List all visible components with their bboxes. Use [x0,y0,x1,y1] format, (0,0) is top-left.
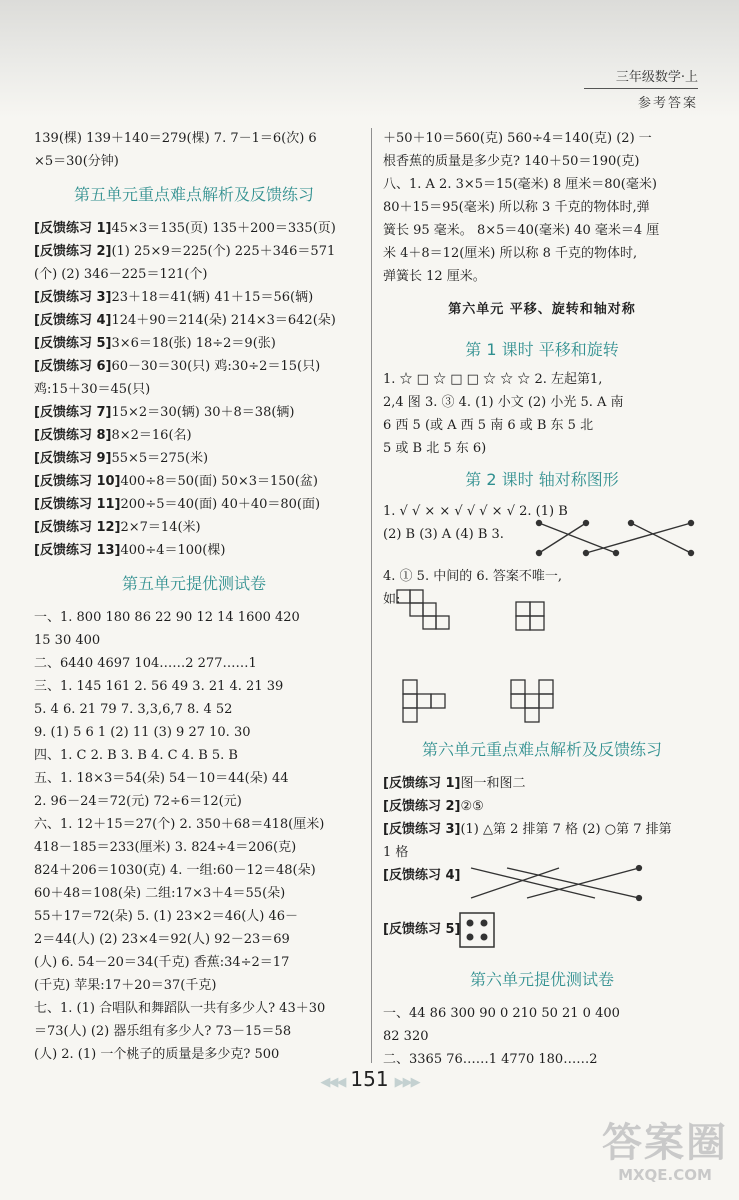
feedback-line [34,516,354,539]
page-number [0,1067,739,1091]
feedback-text: 23＋18＝41(辆) 41＋15＝56(辆) [111,290,314,305]
text-line: ＋50＋10＝560(克) 560÷4＝140(克) (2) 一 [383,131,652,146]
feedback-text: 124＋90＝214(朵) 214×3＝642(朵) [111,313,336,328]
feedback-tag: [反馈练习 3] [383,822,461,837]
answer-line: 五、1. 18×3＝54(朵) 54－10＝44(朵) 44 [34,771,289,786]
answer-line: (人) 2. (1) 一个桃子的质量是多少克? 500 [34,1047,280,1062]
feedback-line [34,355,354,378]
feedback-text: (个) (2) 346－225＝121(个) [34,267,208,282]
answer-line: 2. 96－24＝72(元) 72÷6＝12(元) [34,794,242,809]
feedback-text: 鸡:15＋30＝45(只) [34,382,151,397]
feedback-tag: [反馈练习 7] [34,405,112,420]
feedback-line [34,424,354,447]
feedback-tag: [反馈练习 4] [34,313,112,328]
page-number-text: 151 [350,1067,389,1091]
answer-line: 1. ☆ □ ☆ □ □ ☆ ☆ ☆ 2. 左起第1, [383,372,603,387]
dice-four-diagram [459,912,499,952]
feedback-tag: [反馈练习 11] [34,497,121,512]
text-line: 根香蕉的质量是多少克? 140＋50＝190(克) [383,154,640,169]
prev-arrow-icon: ◀◀◀ [320,1075,345,1090]
text-line: 139(棵) 139＋140＝279(棵) 7. 7－1＝6(次) 6 [34,131,317,146]
answer-line: 一、1. 800 180 86 22 90 12 14 1600 420 [34,610,300,625]
feedback-tag: [反馈练习 3] [34,290,112,305]
grid-figures [383,588,683,728]
text-line: ×5＝30(分钟) [34,154,119,169]
answer-line: 4. ① 5. 中间的 6. 答案不唯一, [383,569,563,584]
answer-line: 七、1. (1) 合唱队和舞蹈队一共有多少人? 43＋30 [34,1001,326,1016]
feedback-tag: [反馈练习 8] [34,428,112,443]
feedback-line [34,263,354,286]
watermark-url: MXQE.COM [618,1166,712,1184]
text-line: 八、1. A 2. 3×5＝15(毫米) 8 厘米＝80(毫米) [383,177,657,192]
grade-label: 三年级数学·上 [584,66,698,89]
answer-line: (2) B (3) A (4) B 3. [383,527,504,542]
answer-line: 15 30 400 [34,633,101,648]
answer-line: 824＋206＝1030(克) 4. 一组:60－12＝48(朵) [34,863,316,878]
feedback-text: 55×5＝275(米) [111,451,209,466]
feedback-tag: [反馈练习 1] [34,221,112,236]
feedback-line [34,240,354,263]
feedback-text: 2×7＝14(米) [120,520,201,535]
feedback-tag: [反馈练习 13] [34,543,121,558]
feedback-line [383,864,701,908]
feedback-line [34,493,354,516]
right-column [383,127,701,1071]
text-line: 簧长 95 毫米。 8×5＝40(毫米) 40 毫米＝4 厘 [383,223,660,238]
answer-line: (人) 6. 54－20＝34(千克) 香蕉:34÷2＝17 [34,955,290,970]
feedback-text: 200÷5＝40(面) 40＋40＝80(面) [120,497,321,512]
column-divider [371,128,372,1063]
feedback-line [383,795,701,818]
feedback-text: (1) △第 2 排第 7 格 (2) ○第 7 排第 [460,822,672,837]
page-header [584,66,698,111]
feedback-tag: [反馈练习 4] [383,868,461,883]
feedback-tag: [反馈练习 12] [34,520,121,535]
answer-line: 1. √ √ × × √ √ √ × √ 2. (1) B [383,504,568,519]
answer-line: 二、6440 4697 104……2 277……1 [34,656,257,671]
text-line: 弹簧长 12 厘米。 [383,269,486,284]
answer-line: 2＝44(人) (2) 23×4＝92(人) 92－23＝69 [34,932,290,947]
feedback-line [383,772,701,795]
answer-line: (千克) 苹果:17＋20＝37(千克) [34,978,217,993]
feedback-line [383,908,701,958]
answer-line: 82 320 [383,1029,429,1044]
left-column [34,127,354,1066]
feedback-text: 60－30＝30(只) 鸡:30÷2＝15(只) [111,359,321,374]
feedback-line [34,309,354,332]
feedback-line [383,818,701,841]
answer-line: 5. 4 6. 21 79 7. 3,3,6,7 8. 4 52 [34,702,233,717]
section-title: 第六单元重点难点解析及反馈练习 [421,740,662,759]
feedback-tag: [反馈练习 2] [34,244,112,259]
lesson-title: 第 1 课时 平移和旋转 [465,340,619,359]
feedback-text: (1) 25×9＝225(个) 225＋346＝571 [111,244,336,259]
feedback-text: ②⑤ [460,799,484,814]
feedback-text: 3×6＝18(张) 18÷2＝9(张) [111,336,276,351]
feedback-tag: [反馈练习 9] [34,451,112,466]
feedback-text: 400÷4＝100(棵) [120,543,226,558]
feedback-tag: [反馈练习 10] [34,474,121,489]
text-line: 80＋15＝95(毫米) 所以称 3 千克的物体时,弹 [383,200,650,215]
answer-line: 9. (1) 5 6 1 (2) 11 (3) 9 27 10. 30 [34,725,251,740]
feedback-line [34,286,354,309]
watermark [600,1120,730,1184]
watermark-logo: 答案圈 [602,1120,728,1166]
crossing-lines-diagram [467,864,647,908]
feedback-text: 图一和图二 [460,776,526,791]
feedback-line [34,378,354,401]
feedback-tag: [反馈练习 5] [383,922,461,937]
section-title: 第六单元提优测试卷 [469,970,614,989]
feedback-line [34,539,354,562]
unit-title: 第六单元 平移、旋转和轴对称 [448,302,636,317]
section-title: 第五单元提优测试卷 [121,574,266,593]
section-title: 第五单元重点难点解析及反馈练习 [73,185,314,204]
next-arrow-icon: ▶▶▶ [394,1075,419,1090]
feedback-tag: [反馈练习 6] [34,359,112,374]
feedback-line [34,401,354,424]
answer-line: 55＋17＝72(朵) 5. (1) 23×2＝46(人) 46－ [34,909,299,924]
feedback-tag: [反馈练习 2] [383,799,461,814]
feedback-tag: [反馈练习 1] [383,776,461,791]
answer-line: 六、1. 12＋15＝27(个) 2. 350＋68＝418(厘米) [34,817,325,832]
feedback-line [383,841,701,864]
answer-line: 6 西 5 (或 A 西 5 南 6 或 B 东 5 北 [383,418,594,433]
feedback-text: 45×3＝135(页) 135＋200＝335(页) [111,221,336,236]
answer-line: ＝73(人) (2) 器乐组有多少人? 73－15＝58 [34,1024,292,1039]
answer-line: 2,4 图 3. ③ 4. (1) 小文 (2) 小光 5. A 南 [383,395,624,410]
symmetry-figures [383,588,701,728]
answer-line: 418－185＝233(厘米) 3. 824÷4＝206(克) [34,840,297,855]
answer-line: 一、44 86 300 90 0 210 50 21 0 400 [383,1006,620,1021]
answer-line: 四、1. C 2. B 3. B 4. C 4. B 5. B [34,748,238,763]
answer-line: 60＋48＝108(朵) 二组:17×3＋4＝55(朵) [34,886,286,901]
answer-line: 如: [383,592,401,607]
feedback-text: 1 格 [383,845,409,860]
feedback-line [34,332,354,355]
feedback-line [34,447,354,470]
feedback-text: 15×2＝30(辆) 30＋8＝38(辆) [111,405,295,420]
feedback-tag: [反馈练习 5] [34,336,112,351]
answer-line: 三、1. 145 161 2. 56 49 3. 21 4. 21 39 [34,679,284,694]
answer-key-label: 参考答案 [637,96,698,111]
feedback-line [34,217,354,240]
feedback-text: 400÷8＝50(面) 50×3＝150(盆) [120,474,318,489]
feedback-line [34,470,354,493]
matching-lines-diagram [531,515,701,557]
matching-figure-row [383,523,701,565]
answer-line: 5 或 B 北 5 东 6) [383,441,487,456]
answer-line: 二、3365 76……1 4770 180……2 [383,1052,598,1067]
text-line: 米 4＋8＝12(厘米) 所以称 8 千克的物体时, [383,246,638,261]
lesson-title: 第 2 课时 轴对称图形 [465,470,619,489]
feedback-text: 8×2＝16(名) [111,428,192,443]
